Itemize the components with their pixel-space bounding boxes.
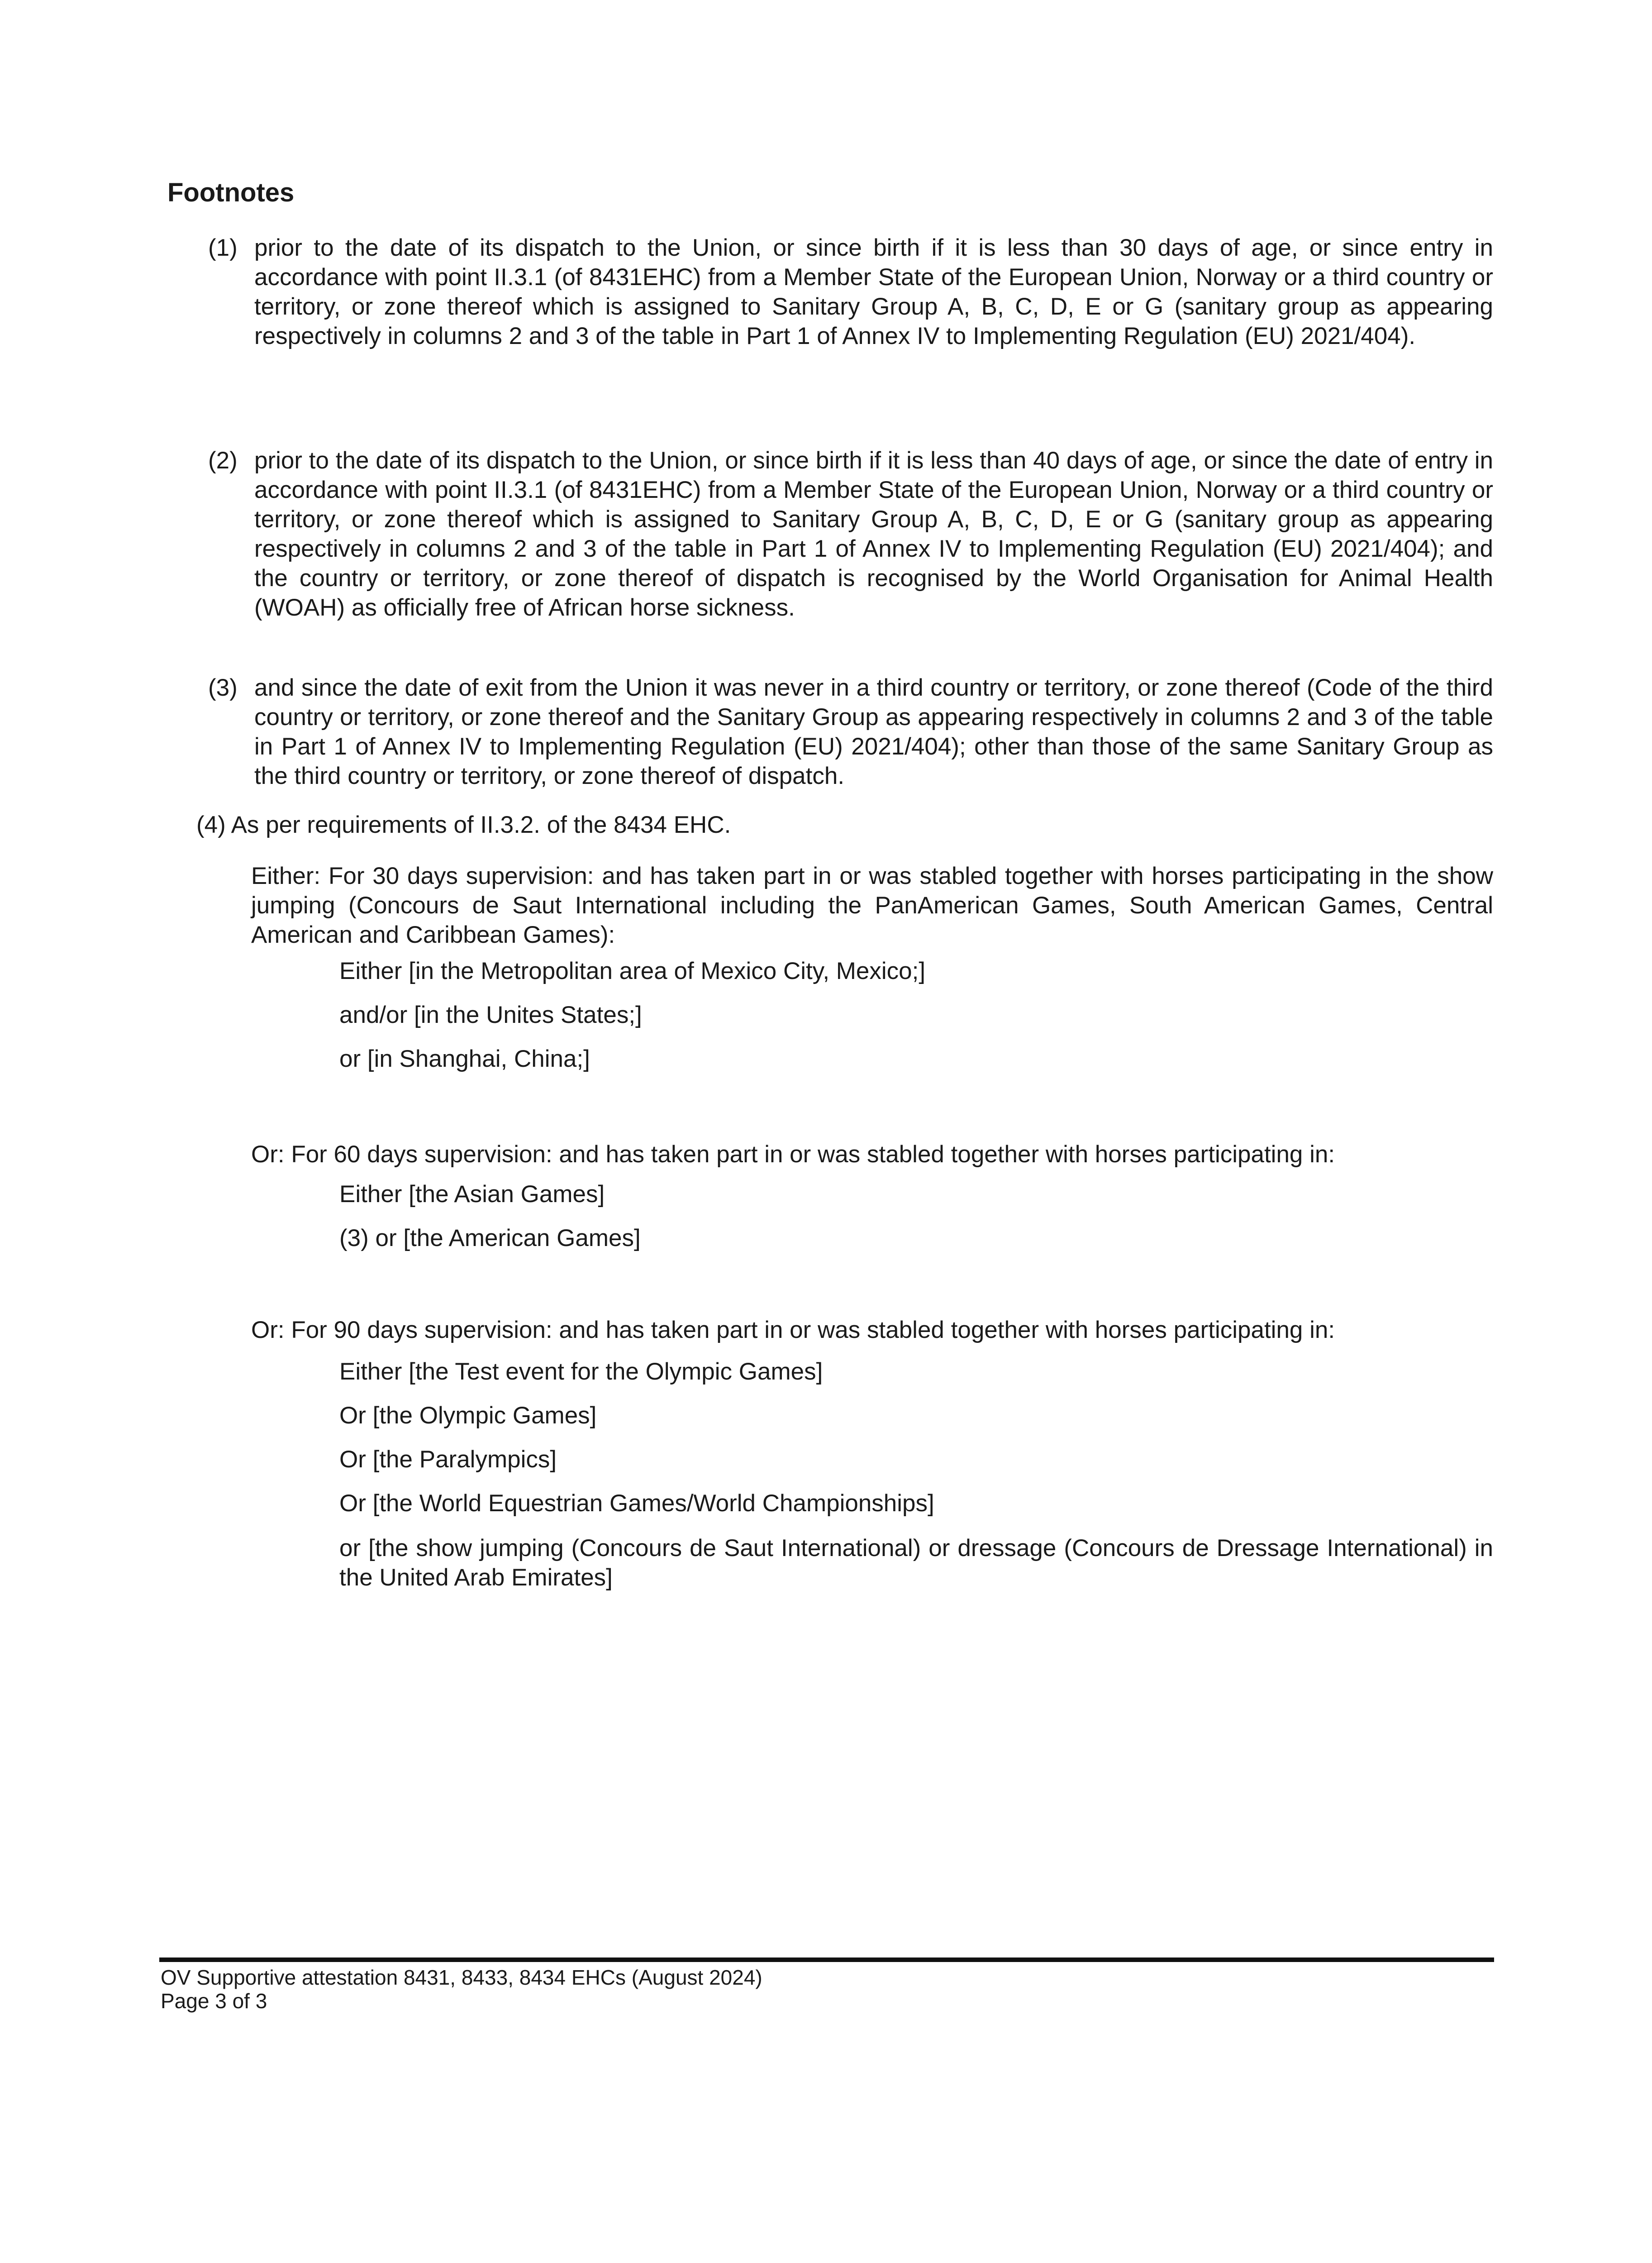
footnote-2	[208, 446, 1493, 622]
option-30-days-intro: Either: For 30 days supervision: and has taken part in or was stabled together with horses participating in the show jumping (Concours de Saut International including the PanAmerican Games, South American Games, Central American and Caribbean Games):	[251, 863, 1493, 948]
option-60-days-intro: Or: For 60 days supervision: and has taken part in or was stabled together with horses participating in:	[251, 1141, 1335, 1168]
footnote-number: (2)	[208, 447, 238, 474]
option-30-item: and/or [in the Unites States;]	[339, 1002, 642, 1028]
option-60-item: Either [the Asian Games]	[339, 1181, 605, 1208]
option-60-item: (3) or [the American Games]	[339, 1225, 641, 1251]
option-90-item: Or [the Paralympics]	[339, 1446, 557, 1473]
option-90-item: Or [the Olympic Games]	[339, 1402, 597, 1429]
option-90-days-intro: Or: For 90 days supervision: and has taken part in or was stabled together with horses participating in:	[251, 1317, 1335, 1343]
footnote-text: and since the date of exit from the Union it was never in a third country or territory, or zone thereof (Code of the third country or territory, or zone thereof and the Sanitary Group as appearing respectively in columns 2 and 3 of the table in Part 1 of Annex IV to Implementing Regulation (EU) 2021/404); other than those of the same Sanitary Group as the third country or territory, or zone thereof of dispatch.	[254, 674, 1493, 789]
option-30-item: or [in Shanghai, China;]	[339, 1046, 590, 1072]
footnote-1	[208, 233, 1493, 351]
footer-document-title: OV Supportive attestation 8431, 8433, 8434 EHCs (August 2024)	[161, 1966, 762, 1989]
footer-page-number: Page 3 of 3	[161, 1989, 267, 2013]
option-30-item: Either [in the Metropolitan area of Mexico City, Mexico;]	[339, 958, 926, 984]
footnote-text: prior to the date of its dispatch to the Union, or since birth if it is less than 40 days of age, or since the date of entry in accordance with point II.3.1 (of 8431EHC) from a Member State of the European Union, Norway or a third country or territory, or zone thereof which is assigned to Sanitary Group A, B, C, D, E or G (sanitary group as appearing respectively in columns 2 and 3 of the table in Part 1 of Annex IV to Implementing Regulation (EU) 2021/404); and the country or territory, or zone thereof of dispatch is recognised by the World Organisation for Animal Health (WOAH) as officially free of African horse sickness.	[254, 447, 1493, 621]
option-90-item: Either [the Test event for the Olympic Games]	[339, 1358, 823, 1385]
footnote-number: (3)	[208, 674, 238, 701]
footnotes-heading: Footnotes	[167, 178, 295, 207]
option-90-item: Or [the World Equestrian Games/World Championships]	[339, 1490, 934, 1517]
footnote-number: (1)	[208, 234, 238, 261]
footnote-text: prior to the date of its dispatch to the Union, or since birth if it is less than 30 days of age, or since entry in accordance with point II.3.1 (of 8431EHC) from a Member State of the European Union, Norway or a third country or territory, or zone thereof which is assigned to Sanitary Group A, B, C, D, E or G (sanitary group as appearing respectively in columns 2 and 3 of the table in Part 1 of Annex IV to Implementing Regulation (EU) 2021/404).	[254, 234, 1493, 349]
footer-divider	[159, 1957, 1494, 1962]
footnote-3	[208, 673, 1493, 791]
option-90-item: or [the show jumping (Concours de Saut International) or dressage (Concours de Dressage International) in the United Arab Emirates]	[339, 1535, 1493, 1591]
footnote-4: (4) As per requirements of II.3.2. of the 8434 EHC.	[196, 812, 731, 838]
